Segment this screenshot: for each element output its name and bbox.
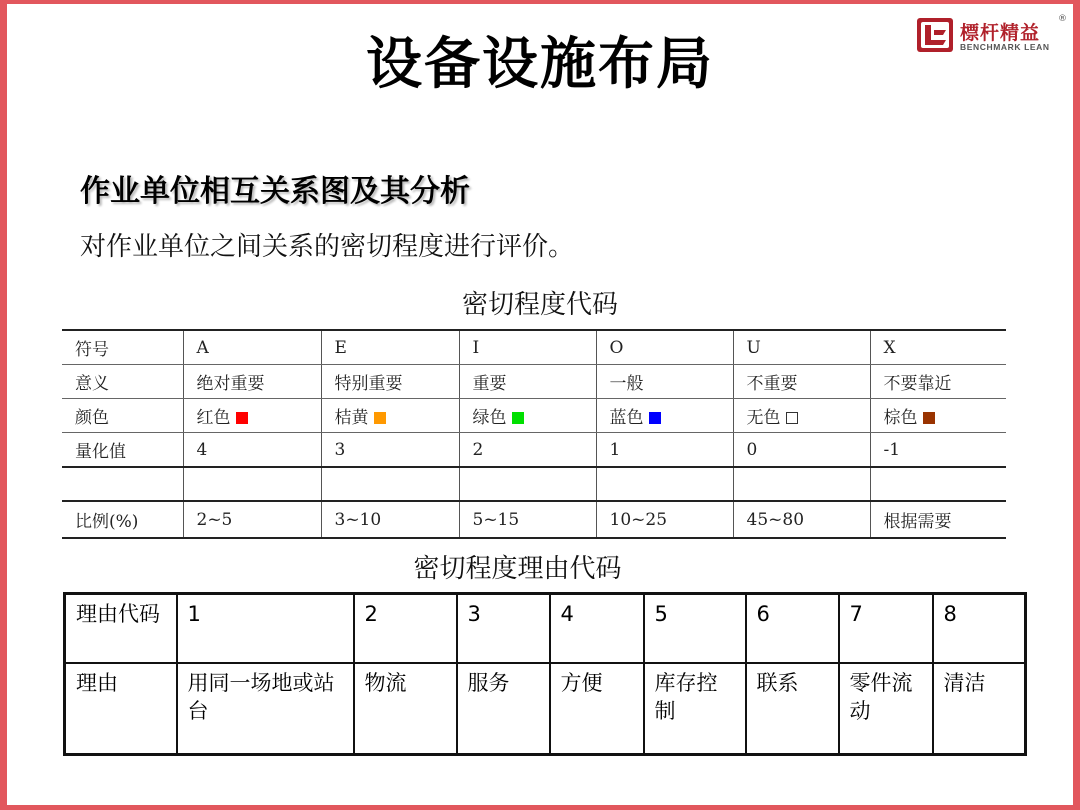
table-cell: 1 — [596, 433, 733, 468]
table-cell: 4 — [183, 433, 321, 468]
table-cell — [596, 399, 733, 433]
table-cell: 2 — [354, 594, 457, 664]
table-cell — [321, 399, 459, 433]
table-cell: 3~10 — [321, 501, 459, 538]
closeness-code-table-title: 密切程度代码 — [461, 290, 618, 320]
table-cell: 物流 — [354, 663, 457, 755]
table-row-meaning — [62, 365, 1006, 399]
benchmark-lean-logo-icon — [916, 17, 954, 53]
table-cell: 理由 — [65, 663, 177, 755]
table-cell: 用同一场地或站台 — [177, 663, 354, 755]
orange-swatch-icon — [374, 412, 386, 424]
table-cell — [183, 399, 321, 433]
color-name: 红色 — [196, 408, 231, 428]
table-cell: E — [321, 330, 459, 365]
table-row-symbol — [62, 330, 1006, 365]
table-cell: I — [459, 330, 596, 365]
table-cell — [459, 399, 596, 433]
table-cell: A — [183, 330, 321, 365]
table-cell: 10~25 — [596, 501, 733, 538]
table-cell: 不要靠近 — [870, 365, 1006, 399]
table-cell: 符号 — [62, 330, 183, 365]
table-cell: 一般 — [596, 365, 733, 399]
table-cell: 意义 — [62, 365, 183, 399]
logo-text-en: BENCHMARK LEAN — [960, 42, 1050, 52]
table-cell: 4 — [550, 594, 644, 664]
table-cell: X — [870, 330, 1006, 365]
reason-code-table — [63, 592, 1027, 756]
table-cell: 特别重要 — [321, 365, 459, 399]
table-cell: U — [733, 330, 870, 365]
empty-swatch-icon — [786, 412, 798, 424]
section-heading: 作业单位相互关系图及其分析 — [80, 174, 470, 209]
table-cell: 7 — [839, 594, 933, 664]
registered-mark: ® — [1058, 14, 1067, 24]
closeness-code-table — [62, 329, 1006, 539]
blue-swatch-icon — [649, 412, 661, 424]
table-cell: 零件流动 — [839, 663, 933, 755]
table-cell: 5~15 — [459, 501, 596, 538]
table-cell: 5 — [644, 594, 746, 664]
table-row-reasons — [65, 663, 1026, 755]
table-cell: 理由代码 — [65, 594, 177, 664]
table-cell: 比例(%) — [62, 501, 183, 538]
table-cell — [870, 399, 1006, 433]
table-cell: 联系 — [746, 663, 839, 755]
table-cell: 方便 — [550, 663, 644, 755]
table-cell: 清洁 — [933, 663, 1026, 755]
table-cell: 不重要 — [733, 365, 870, 399]
table-cell: -1 — [870, 433, 1006, 468]
table-spacer-row — [62, 467, 1006, 501]
table-cell: 1 — [177, 594, 354, 664]
color-name: 桔黄 — [334, 408, 369, 428]
color-name: 蓝色 — [609, 408, 644, 428]
table-cell: 绝对重要 — [183, 365, 321, 399]
table-cell: 0 — [733, 433, 870, 468]
table-cell: 8 — [933, 594, 1026, 664]
table-cell: 量化值 — [62, 433, 183, 468]
table-cell: 根据需要 — [870, 501, 1006, 538]
color-name: 无色 — [746, 408, 781, 428]
table-row-codes — [65, 594, 1026, 664]
table-cell: 45~80 — [733, 501, 870, 538]
table-cell: 6 — [746, 594, 839, 664]
brown-swatch-icon — [923, 412, 935, 424]
description-text: 对作业单位之间关系的密切程度进行评价。 — [80, 232, 575, 262]
color-name: 棕色 — [883, 408, 918, 428]
table-cell: 颜色 — [62, 399, 183, 433]
green-swatch-icon — [512, 412, 524, 424]
color-name: 绿色 — [472, 408, 507, 428]
table-cell: 重要 — [459, 365, 596, 399]
table-cell: 服务 — [457, 663, 550, 755]
logo — [916, 16, 1066, 58]
reason-code-table-title: 密切程度理由代码 — [413, 554, 622, 584]
table-cell: 2~5 — [183, 501, 321, 538]
slide-title: 设备设施布局 — [366, 32, 714, 97]
red-swatch-icon — [236, 412, 248, 424]
logo-text-cn: 標杆精益 — [960, 22, 1041, 44]
table-cell: 3 — [457, 594, 550, 664]
table-cell: 2 — [459, 433, 596, 468]
table-cell: 库存控制 — [644, 663, 746, 755]
table-row-color — [62, 399, 1006, 433]
table-cell — [733, 399, 870, 433]
table-row-value — [62, 433, 1006, 468]
table-cell: 3 — [321, 433, 459, 468]
table-cell: O — [596, 330, 733, 365]
table-row-ratio — [62, 501, 1006, 538]
